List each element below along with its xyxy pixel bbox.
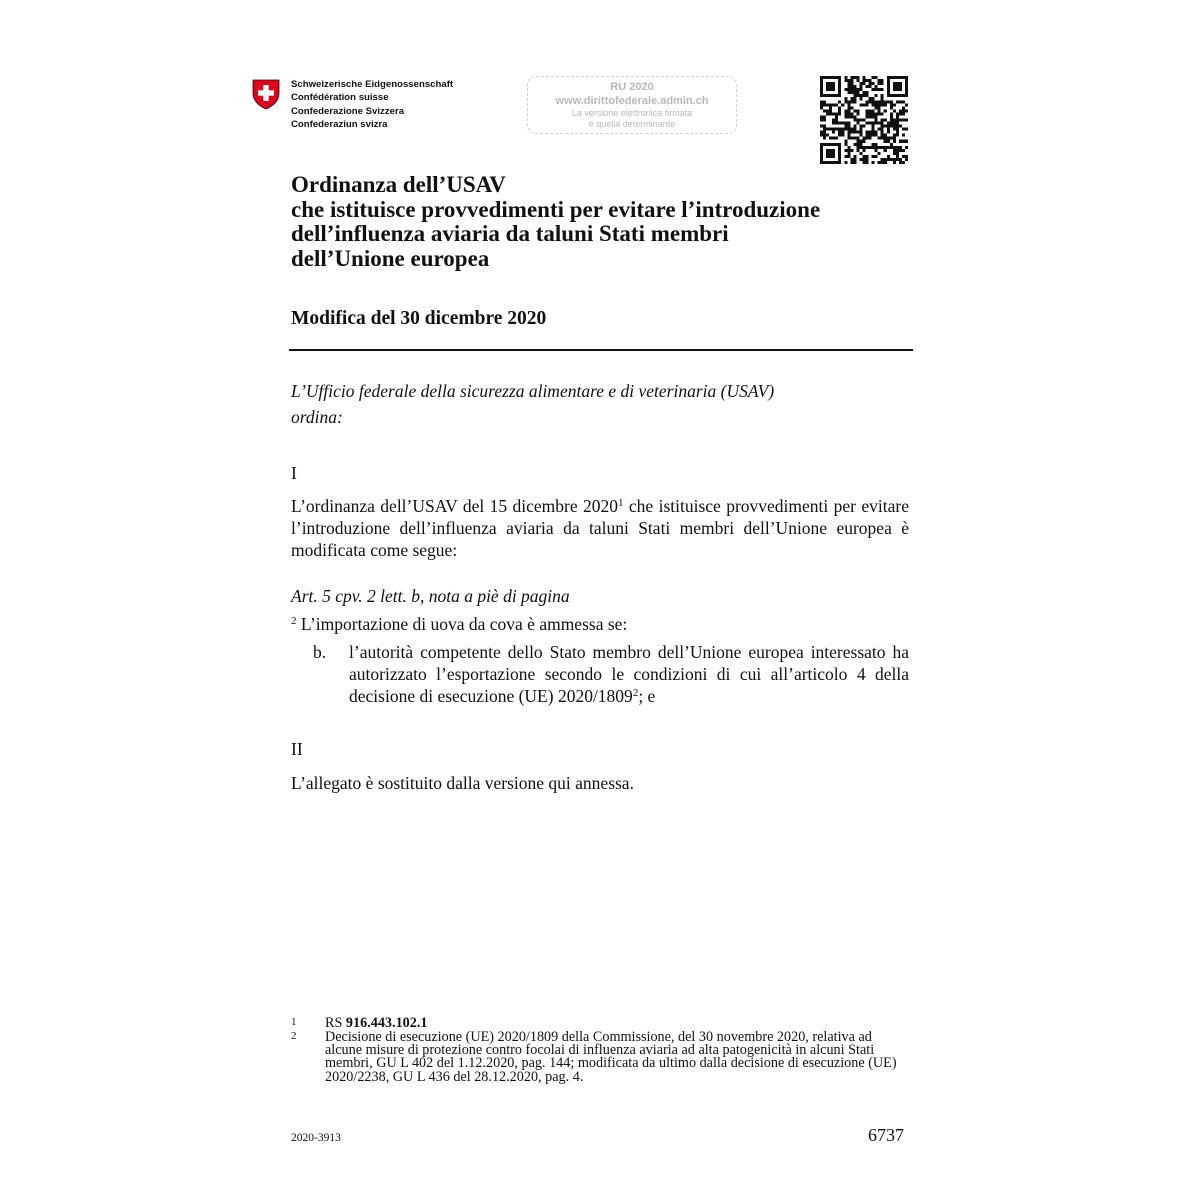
confederation-name-fr: Confédération suisse [291, 92, 389, 104]
swiss-cross-shield-icon [252, 79, 280, 110]
stamp-url: www.dirittofederale.admin.ch [555, 95, 709, 107]
confederation-name-rm: Confederaziun svizra [291, 118, 388, 130]
list-item-letter: b. [313, 642, 327, 662]
paragraph-number: 2 [291, 615, 297, 627]
paragraph-text: che istituisce provvedimenti per evitare l’introduzione dell’influenza aviaria da taluni Stati membri dell’Unione europea è modificata come segue: [291, 496, 910, 560]
stamp-collection: RU 2020 [610, 81, 654, 93]
page-number: 6737 [868, 1125, 904, 1145]
paragraph-text: L’ordinanza dell’USAV del 15 dicembre 2020 [291, 496, 619, 516]
article-heading: Art. 5 cpv. 2 lett. b, nota a piè di pagina [291, 586, 570, 606]
section-heading-ii: II [291, 739, 303, 759]
document-number: 2020-3913 [291, 1132, 341, 1144]
title-line: dell’influenza aviaria da taluni Stati membri [291, 221, 729, 246]
confederation-name-de: Schweizerische Eidgenossenschaft [291, 79, 454, 90]
stamp-note-line2: è quella determinante [588, 119, 676, 129]
title-line: che istituisce provvedimenti per evitare l’introduzione [291, 196, 821, 222]
footnote-text: Decisione di esecuzione (UE) 2020/1809 della Commissione, del 30 novembre 2020, relativa ad alcune misure di protezione contro focolai di influenza aviaria ad alta patogenicità in alcuni Stati membri, GU L 402 del 1.12.2020, pag. 144; modificata da ultimo dalla decisione di esecuzione (UE) 2020/2238, GU L 436 del 28.12.2020, pag. 4. [325, 1029, 897, 1085]
amendment-date: Modifica del 30 dicembre 2020 [291, 308, 547, 329]
footnote-ref[interactable]: 2 [632, 687, 639, 699]
annex-paragraph: L’allegato è sostituito dalla versione qui annessa. [291, 773, 634, 793]
list-item-b [349, 641, 909, 707]
title-line: dell’Unione europea [291, 245, 490, 271]
list-item-text: ; e [638, 686, 656, 706]
confederation-name-it: Confederazione Svizzera [291, 105, 405, 117]
footnote-number: 2 [291, 1030, 297, 1042]
title-divider [289, 349, 913, 351]
stamp-note-line1: La versione elettronica firmata [571, 108, 693, 118]
footnote-prefix: RS [325, 1015, 346, 1031]
qr-code-icon [820, 76, 908, 164]
preamble-authority: L’Ufficio federale della sicurezza alimentare e di veterinaria (USAV) [291, 381, 775, 401]
section-heading-i: I [291, 463, 297, 483]
list-item-text: l’autorità competente dello Stato membro dell’Unione europea interessato ha autorizzato l’esportazione secondo le condizioni di cui all’articolo 4 della decisione di esecuzione (UE) 2020/1809 [349, 642, 909, 706]
paragraph-2 [291, 613, 627, 635]
official-publication-stamp [527, 76, 737, 134]
preamble-ordina: ordina: [291, 407, 343, 427]
sr-number: 916.443.102.1 [345, 1015, 428, 1031]
title-line: Ordinanza dell’USAV [291, 172, 506, 197]
document-title [291, 173, 820, 271]
footnote-ref[interactable]: 1 [618, 497, 624, 509]
confederation-names [291, 78, 453, 131]
amendment-paragraph [291, 495, 909, 561]
footnote-number: 1 [291, 1016, 297, 1028]
paragraph-text: L’importazione di uova da cova è ammessa se: [296, 614, 628, 634]
